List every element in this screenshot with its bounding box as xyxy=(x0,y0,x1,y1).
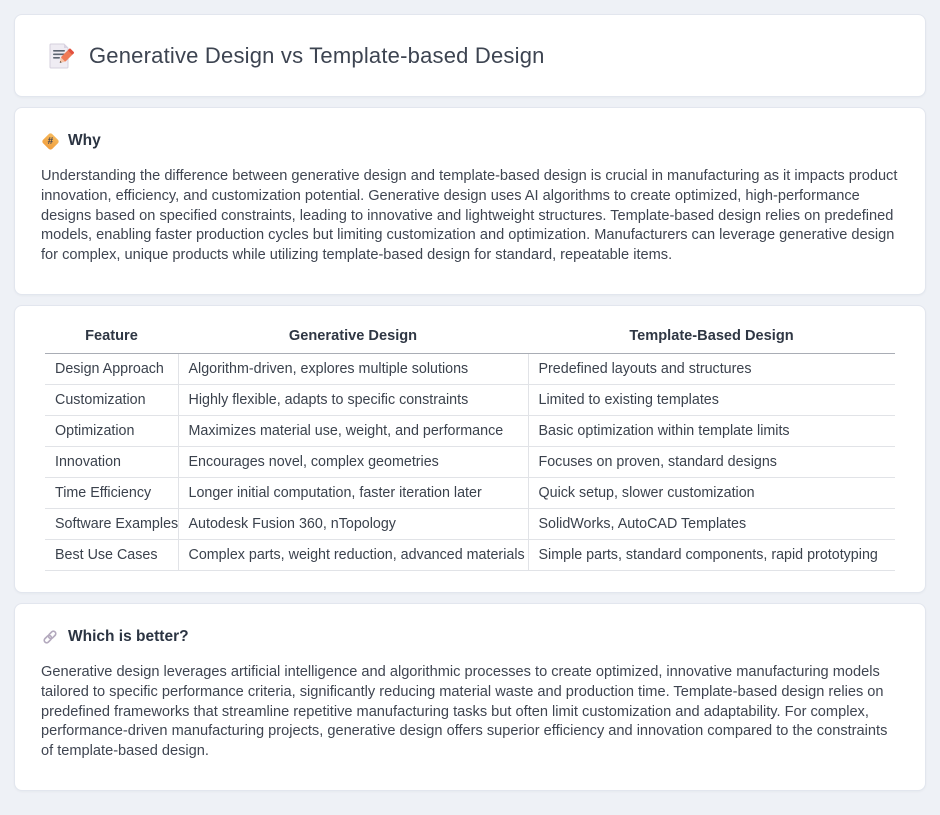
cell-generative: Maximizes material use, weight, and performance xyxy=(178,415,528,446)
table-row xyxy=(45,539,895,570)
cell-template: Simple parts, standard components, rapid prototyping xyxy=(528,539,895,570)
better-card xyxy=(14,603,926,791)
why-heading-row xyxy=(41,132,899,150)
cell-template: Basic optimization within template limits xyxy=(528,415,895,446)
cell-feature: Optimization xyxy=(45,415,178,446)
cell-template: Predefined layouts and structures xyxy=(528,353,895,384)
cell-feature: Innovation xyxy=(45,446,178,477)
col-header-feature: Feature xyxy=(45,323,178,354)
why-heading: Why xyxy=(68,132,101,149)
memo-pencil-icon xyxy=(45,41,75,71)
diamond-hash-icon: # xyxy=(41,132,59,150)
col-header-generative: Generative Design xyxy=(178,323,528,354)
better-heading: Which is better? xyxy=(68,627,189,645)
cell-template: Quick setup, slower customization xyxy=(528,477,895,508)
cell-generative: Highly flexible, adapts to specific constraints xyxy=(178,384,528,415)
table-row xyxy=(45,508,895,539)
link-icon xyxy=(41,628,59,646)
cell-generative: Longer initial computation, faster iteration later xyxy=(178,477,528,508)
table-row xyxy=(45,415,895,446)
table-row xyxy=(45,477,895,508)
title-card xyxy=(14,14,926,97)
cell-generative: Encourages novel, complex geometries xyxy=(178,446,528,477)
cell-feature: Software Examples xyxy=(45,508,178,539)
page-title: Generative Design vs Template-based Design xyxy=(89,42,545,68)
why-paragraph: Understanding the difference between generative design and template-based design is crucial in manufacturing as it impacts product innovation, efficiency, and customization potential. Generative design uses AI algorithms to create optimized, high-performance designs based on specified constraints, leading to innovative and lightweight structures. Template-based design relies on predefined models, enabling faster production cycles but limiting customization and optimization. Manufacturers can leverage generative design for complex, unique products while utilizing template-based design for standard, repeatable items. xyxy=(41,168,898,264)
table-row xyxy=(45,446,895,477)
cell-generative: Algorithm-driven, explores multiple solutions xyxy=(178,353,528,384)
cell-generative: Complex parts, weight reduction, advanced materials xyxy=(178,539,528,570)
cell-feature: Customization xyxy=(45,384,178,415)
comparison-card xyxy=(14,305,926,593)
why-card xyxy=(14,107,926,295)
cell-template: Limited to existing templates xyxy=(528,384,895,415)
better-paragraph: Generative design leverages artificial intelligence and algorithmic processes to create optimized, innovative manufacturing models tailored to specific performance criteria, significantly reducing material waste and production time. Template-based design relies on predefined frameworks that streamline repetitive manufacturing tasks but often limit customization and adaptability. For complex, performance-driven manufacturing projects, generative design offers superior efficiency and innovation compared to the constraints of template-based design. xyxy=(41,663,888,760)
cell-template: SolidWorks, AutoCAD Templates xyxy=(528,508,895,539)
cell-generative: Autodesk Fusion 360, nTopology xyxy=(178,508,528,539)
table-header-row xyxy=(45,323,895,354)
cell-template: Focuses on proven, standard designs xyxy=(528,446,895,477)
col-header-template: Template-Based Design xyxy=(528,323,895,354)
table-row xyxy=(45,353,895,384)
table-row xyxy=(45,384,895,415)
comparison-table xyxy=(45,323,895,571)
cell-feature: Time Efficiency xyxy=(45,477,178,508)
cell-feature: Design Approach xyxy=(45,353,178,384)
cell-feature: Best Use Cases xyxy=(45,539,178,570)
better-heading-row xyxy=(41,628,899,646)
